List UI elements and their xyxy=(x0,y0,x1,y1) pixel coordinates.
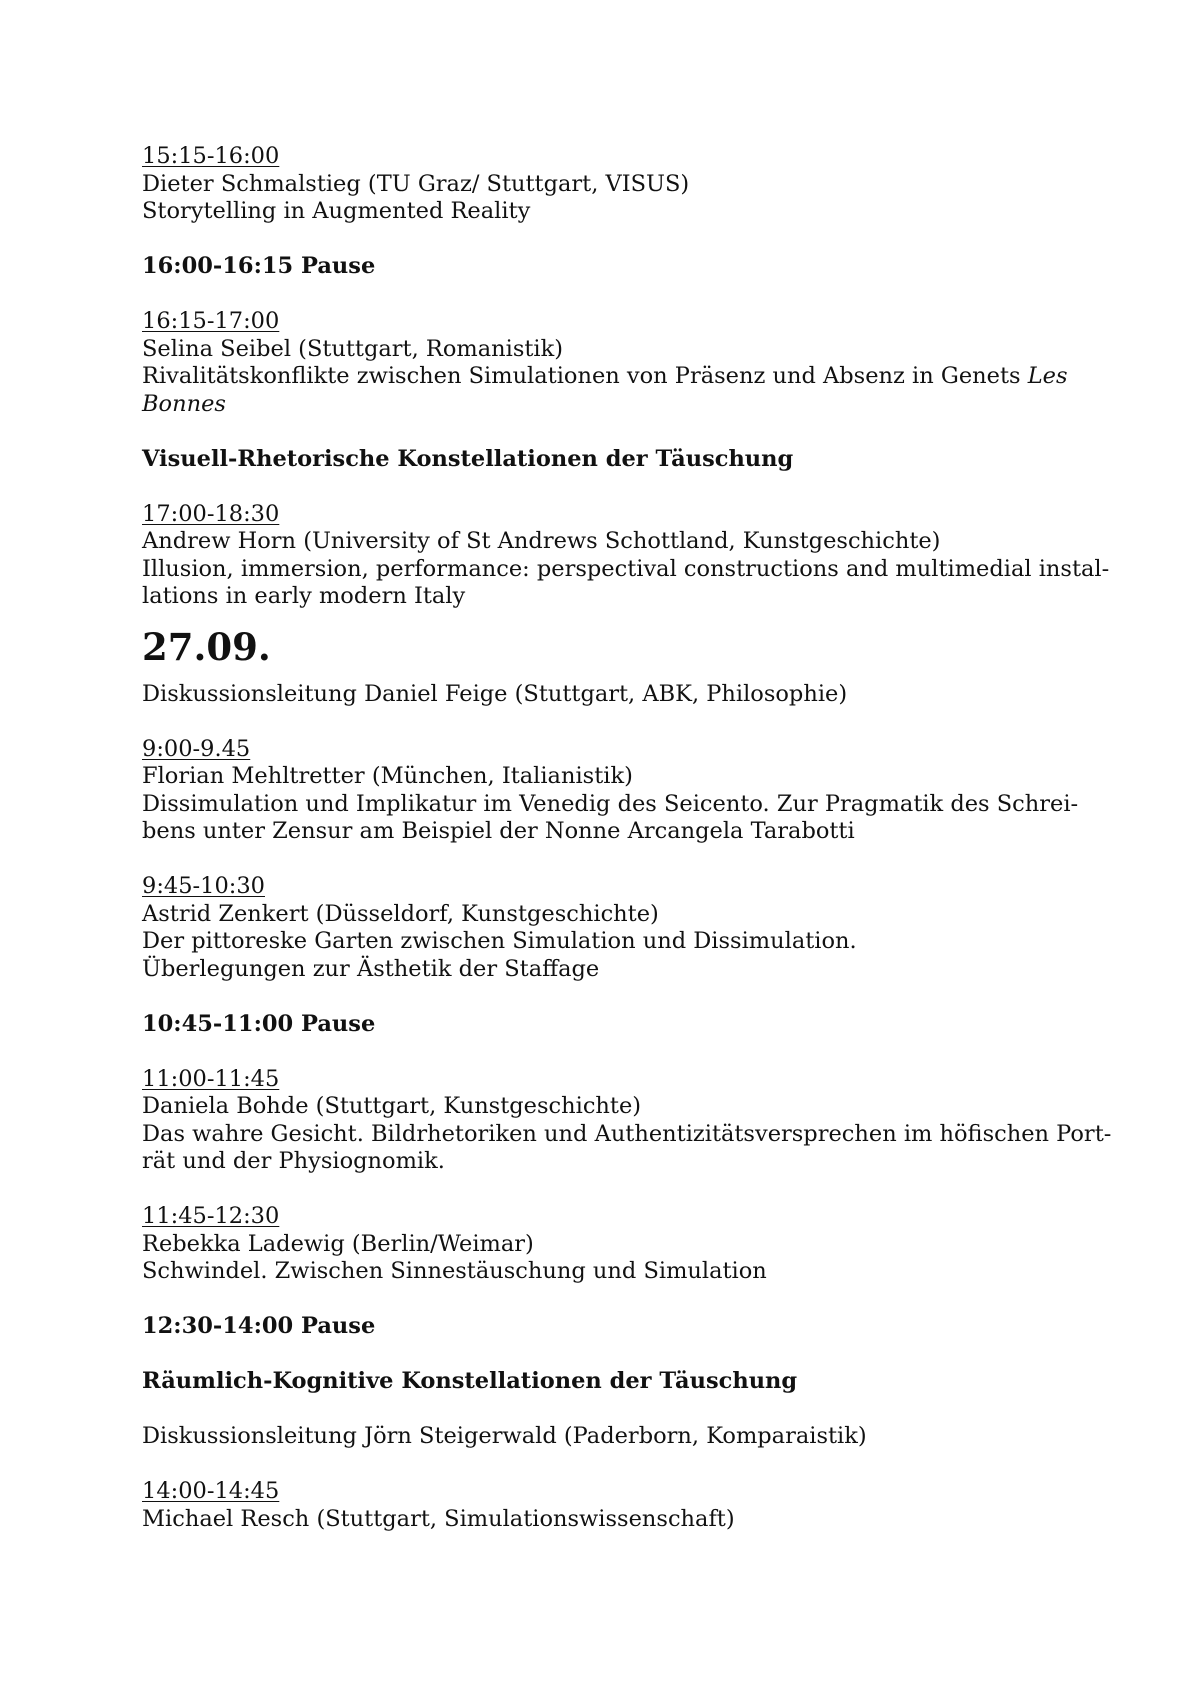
session-title: bens unter Zensur am Beispiel der Nonne Arcangela Tarabotti xyxy=(142,818,855,844)
session-title: Dissimulation und Implikatur im Venedig des Seicento. Zur Pragmatik des Schrei- xyxy=(142,790,1079,817)
session-time: 15:15-16:00 xyxy=(142,143,280,169)
pause-heading: 10:45-11:00 Pause xyxy=(142,1010,376,1037)
session-title-italic: Les xyxy=(1027,363,1068,389)
session-speaker: Dieter Schmalstieg (TU Graz/ Stuttgart, VISUS) xyxy=(142,170,690,197)
session-title-italic-line: Bonnes xyxy=(142,390,226,417)
session-title-text: Rivalitätskonflikte zwischen Simulationen von Präsenz und Absenz in Genets xyxy=(142,363,1028,389)
session-speaker: Astrid Zenkert (Düsseldorf, Kunstgeschichte) xyxy=(142,900,659,927)
session-time: 16:15-17:00 xyxy=(142,308,280,334)
discussion-lead: Diskussionsleitung Daniel Feige (Stuttgart, ABK, Philosophie) xyxy=(142,680,848,707)
session-title: Schwindel. Zwischen Sinnestäuschung und Simulation xyxy=(142,1258,767,1284)
session-title: lations in early modern Italy xyxy=(142,583,466,609)
session-speaker: Selina Seibel (Stuttgart, Romanistik) xyxy=(142,335,564,362)
section-heading: Visuell-Rhetorische Konstellationen der Täuschung xyxy=(142,445,794,472)
session-title: Storytelling in Augmented Reality xyxy=(142,198,531,224)
session-title xyxy=(142,363,1068,391)
discussion-lead: Diskussionsleitung Jörn Steigerwald (Paderborn, Komparaistik) xyxy=(142,1423,867,1449)
session-speaker: Michael Resch (Stuttgart, Simulationswissenschaft) xyxy=(142,1505,735,1532)
session-title: Überlegungen zur Ästhetik der Staffage xyxy=(142,955,600,982)
session-title: Illusion, immersion, performance: perspectival constructions and multimedial instal- xyxy=(142,555,1110,582)
session-time: 9:00-9.45 xyxy=(142,735,251,762)
session-time: 11:00-11:45 xyxy=(142,1065,280,1092)
pause-heading: 12:30-14:00 Pause xyxy=(142,1313,376,1339)
session-time: 17:00-18:30 xyxy=(142,500,280,527)
section-heading: Räumlich-Kognitive Konstellationen der Täuschung xyxy=(142,1368,798,1394)
session-time: 9:45-10:30 xyxy=(142,873,265,899)
session-time: 14:00-14:45 xyxy=(142,1478,280,1504)
pause-heading: 16:00-16:15 Pause xyxy=(142,253,376,279)
session-speaker: Andrew Horn (University of St Andrews Schottland, Kunstgeschichte) xyxy=(142,528,941,554)
program-page xyxy=(142,143,1112,1533)
session-speaker: Florian Mehltretter (München, Italianistik) xyxy=(142,763,633,789)
session-title: Das wahre Gesicht. Bildrhetoriken und Authentizitätsversprechen im höfischen Port- xyxy=(142,1120,1112,1147)
session-title: rät und der Physiognomik. xyxy=(142,1148,445,1174)
session-time: 11:45-12:30 xyxy=(142,1203,280,1229)
session-speaker: Rebekka Ladewig (Berlin/Weimar) xyxy=(142,1230,534,1257)
session-title: Der pittoreske Garten zwischen Simulation und Dissimulation. xyxy=(142,928,857,954)
session-speaker: Daniela Bohde (Stuttgart, Kunstgeschichte) xyxy=(142,1093,642,1119)
date-heading: 27.09. xyxy=(142,624,271,669)
